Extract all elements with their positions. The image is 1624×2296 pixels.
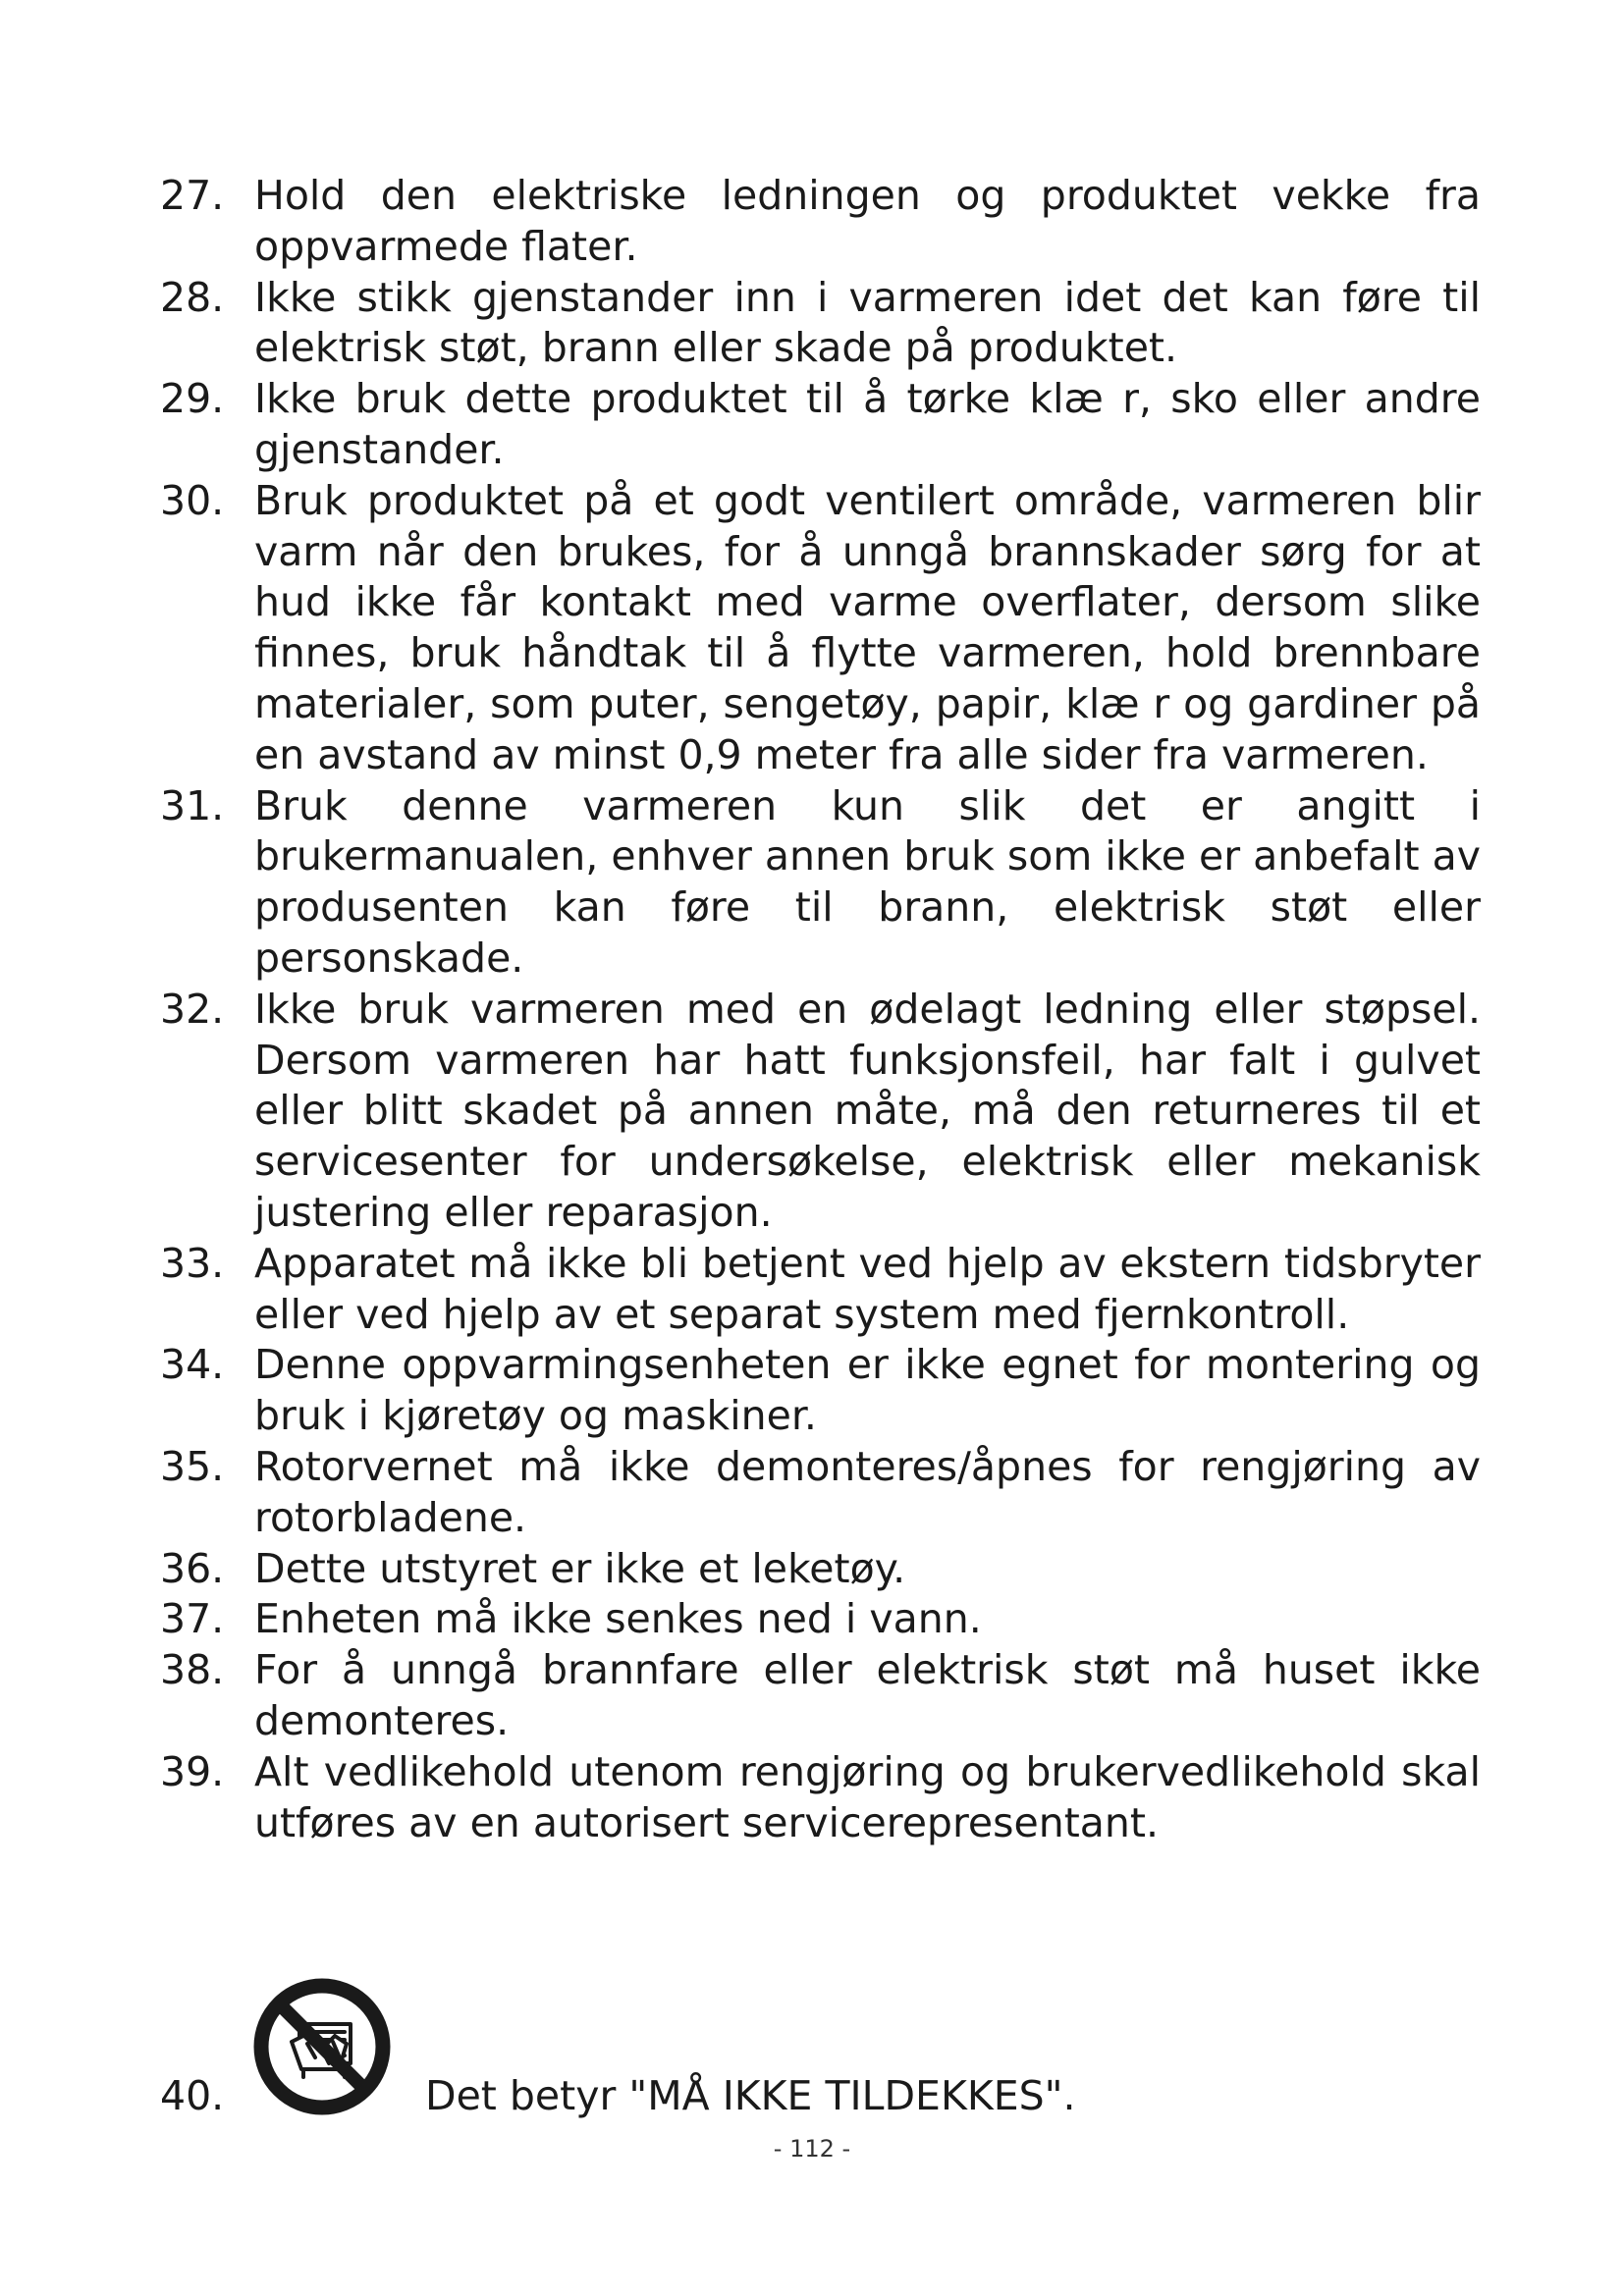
item-text: Ikke bruk varmeren med en ødelagt ledning eller støpsel. Dersom varmeren har hatt funksjonsfeil, har falt i gulvet eller blitt skadet på annen måte, må den returneres til et servicesenter for undersøkelse, elektrisk eller mekanisk justering eller reparasjon.: [254, 985, 1481, 1236]
item-text: For å unngå brannfare eller elektrisk støt må huset ikke demonteres.: [254, 1646, 1481, 1744]
item-number: 35.: [160, 1442, 225, 1490]
list-item: [160, 781, 1481, 985]
item-number: 27.: [160, 172, 225, 219]
item-number: 36.: [160, 1544, 225, 1592]
list-item: [160, 171, 1481, 273]
item-number: 29.: [160, 375, 225, 423]
item-number: 39.: [160, 1747, 225, 1795]
item-text: Hold den elektriske ledningen og produktet vekke fra oppvarmede flater.: [254, 172, 1481, 270]
item-text: Bruk denne varmeren kun slik det er angitt i brukermanualen, enhver annen bruk som ikke er anbefalt av produsenten kan føre til brann, elektrisk støt eller personskade.: [254, 781, 1481, 982]
item-text: Rotorvernet må ikke demonteres/åpnes for rengjøring av rotorbladene.: [254, 1442, 1481, 1541]
list-item: [160, 1239, 1481, 1341]
item-text: Enheten må ikke senkes ned i vann.: [254, 1595, 982, 1643]
item-number: 28.: [160, 273, 225, 321]
item-text: Dette utstyret er ikke et leketøy.: [254, 1544, 906, 1592]
list-item: [160, 273, 1481, 375]
list-item-40: [160, 1973, 1481, 2120]
item-number: 34.: [160, 1341, 225, 1389]
item-number: 40.: [160, 2072, 225, 2119]
safety-instructions-list: [160, 171, 1481, 1848]
list-item: [160, 985, 1481, 1239]
list-item: [160, 476, 1481, 781]
item-number: 32.: [160, 985, 225, 1033]
list-item: [160, 1645, 1481, 1747]
list-item: [160, 374, 1481, 476]
item-text: Denne oppvarmingsenheten er ikke egnet for montering og bruk i kjøretøy og maskiner.: [254, 1341, 1481, 1440]
list-item: [160, 1340, 1481, 1442]
item-number: 37.: [160, 1595, 225, 1643]
item-number: 38.: [160, 1646, 225, 1694]
item-text: Alt vedlikehold utenom rengjøring og brukervedlikehold skal utføres av en autorisert servicerepresentant.: [254, 1747, 1481, 1846]
item-number: 33.: [160, 1239, 225, 1287]
list-item: [160, 1594, 1481, 1645]
item-text: Bruk produktet på et godt ventilert område, varmeren blir varm når den brukes, for å unngå brannskader sørg for at hud ikke får kontakt med varme overflater, dersom slike finnes, bruk håndtak til å flytte varmeren, hold brennbare materialer, som puter, sengetøy, papir, klæ r og gardiner på en avstand av minst 0,9 meter fra alle sider fra varmeren.: [254, 476, 1481, 778]
list-item: [160, 1442, 1481, 1544]
list-item: [160, 1747, 1481, 1849]
item-text: Ikke bruk dette produktet til å tørke klæ r, sko eller andre gjenstander.: [254, 375, 1481, 473]
do-not-cover-icon: [248, 1973, 396, 2120]
item-number: 31.: [160, 781, 225, 829]
item-text: Ikke stikk gjenstander inn i varmeren idet det kan føre til elektrisk støt, brann eller skade på produktet.: [254, 273, 1481, 372]
list-item: [160, 1544, 1481, 1595]
item-text: Apparatet må ikke bli betjent ved hjelp av ekstern tidsbryter eller ved hjelp av et separat system med fjernkontroll.: [254, 1239, 1481, 1338]
item-number: 30.: [160, 476, 225, 524]
page-number: - 112 -: [773, 2135, 851, 2163]
icon-meaning-text: Det betyr "MÅ IKKE TILDEKKES".: [425, 2072, 1076, 2119]
